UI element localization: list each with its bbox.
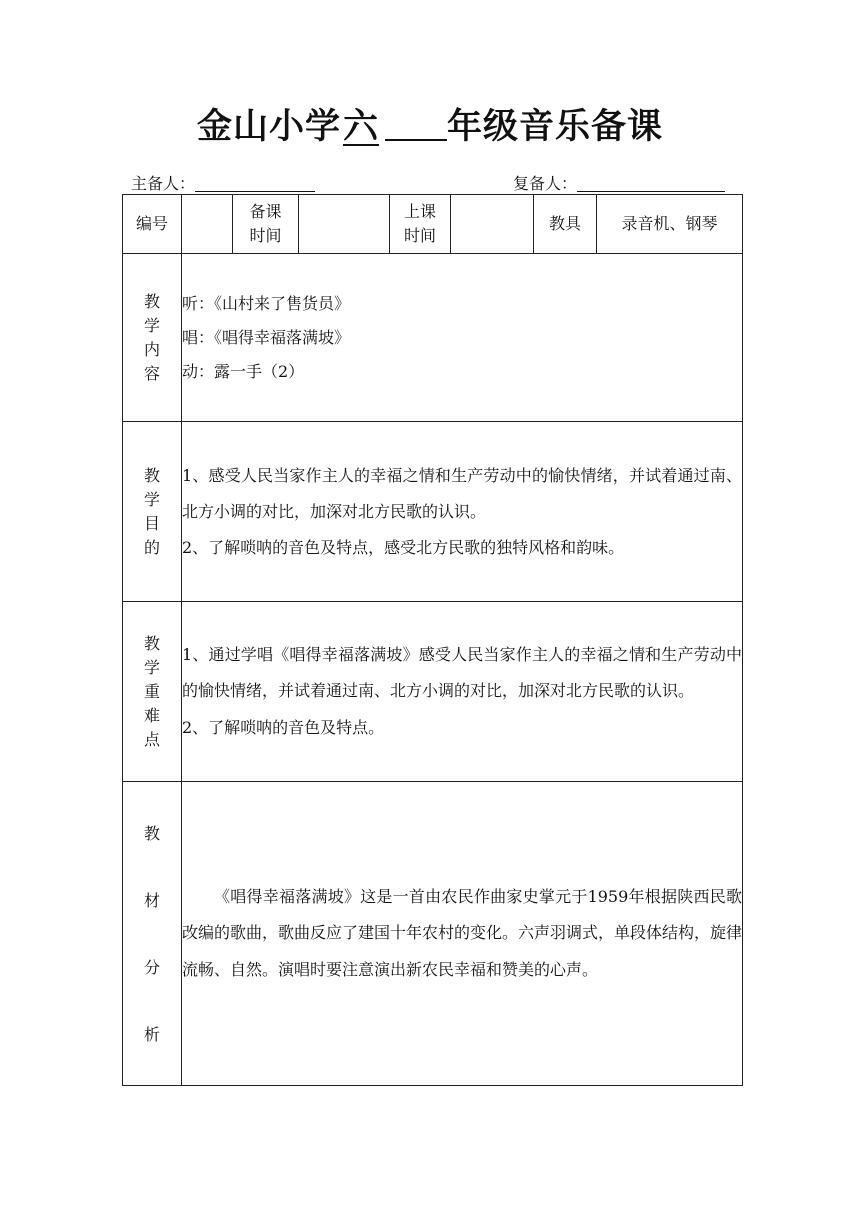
number-label: 编号 bbox=[123, 195, 182, 254]
analysis-row bbox=[123, 782, 743, 1086]
content-label: 教 学 内 容 bbox=[123, 254, 182, 422]
school-name: 金山小学 bbox=[196, 107, 341, 147]
goals-body bbox=[182, 422, 743, 602]
lesson-plan-table bbox=[122, 194, 743, 1086]
key-points-line: 2、了解唢呐的音色及特点。 bbox=[182, 717, 385, 737]
review-preparer-label: 复备人： bbox=[513, 174, 578, 193]
key-points-label: 教 学 重 难 点 bbox=[123, 602, 182, 782]
page-title bbox=[0, 103, 860, 151]
analysis-label: 教 材 分 析 bbox=[123, 782, 182, 1086]
content-line: 听：《山村来了售货员》 bbox=[182, 293, 351, 313]
main-preparer-label: 主备人： bbox=[131, 174, 196, 193]
class-time-value[interactable] bbox=[451, 195, 534, 254]
goals-line: 2、了解唢呐的音色及特点，感受北方民歌的独特风格和韵味。 bbox=[182, 537, 625, 557]
content-line: 唱：《唱得幸福落满坡》 bbox=[182, 327, 351, 347]
content-row bbox=[123, 254, 743, 422]
analysis-text: 《唱得幸福落满坡》这是一首由农民作曲家史掌元于1959年根据陕西民歌改编的歌曲，歌曲反应了建国十年农村的变化。六声羽调式，单段体结构，旋律流畅、自然。演唱时要注意演出新农民幸福和赞美的心声。 bbox=[182, 886, 743, 979]
grade-value: 六 bbox=[342, 107, 379, 147]
tools-value: 录音机、钢琴 bbox=[597, 195, 743, 254]
main-preparer-blank[interactable] bbox=[195, 173, 315, 192]
tools-label: 教具 bbox=[534, 195, 597, 254]
content-line: 动：露一手（2） bbox=[182, 361, 305, 381]
goals-line: 1、感受人民当家作主人的幸福之情和生产劳动中的愉快情绪，并试着通过南、北方小调的对比，加深对北方民歌的认识。 bbox=[182, 465, 742, 521]
main-preparer bbox=[131, 172, 315, 196]
header-row bbox=[123, 195, 743, 254]
key-points-line: 1、通过学唱《唱得幸福落满坡》感受人民当家作主人的幸福之情和生产劳动中的愉快情绪，并试着通过南、北方小调的对比，加深对北方民歌的认识。 bbox=[182, 644, 742, 701]
content-body bbox=[182, 254, 743, 422]
key-points-row bbox=[123, 602, 743, 782]
prep-time-value[interactable] bbox=[299, 195, 390, 254]
goals-row bbox=[123, 422, 743, 602]
review-preparer bbox=[513, 172, 725, 196]
class-time-label: 上课 时间 bbox=[390, 195, 451, 254]
key-points-body bbox=[182, 602, 743, 782]
number-value[interactable] bbox=[182, 195, 233, 254]
title-suffix: 年级音乐备课 bbox=[447, 107, 664, 147]
prep-time-label: 备课 时间 bbox=[233, 195, 299, 254]
review-preparer-blank[interactable] bbox=[577, 173, 725, 192]
goals-label: 教 学 目 的 bbox=[123, 422, 182, 602]
analysis-body bbox=[182, 782, 743, 1086]
grade-underline bbox=[385, 109, 447, 141]
